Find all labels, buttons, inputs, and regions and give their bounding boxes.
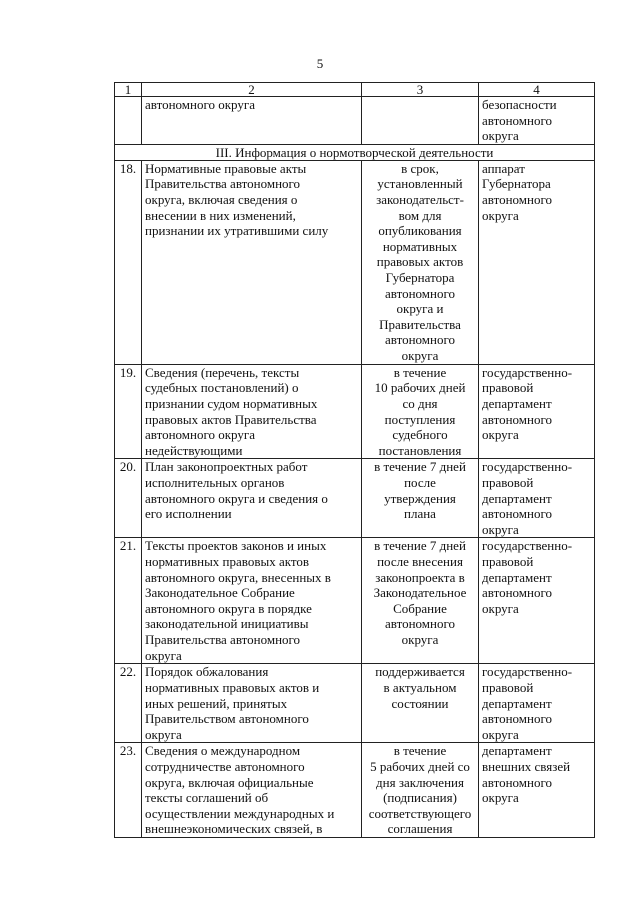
table-row [115,459,595,538]
information-table [114,82,595,838]
row-number: 19. [115,364,142,459]
continuation-row [115,97,595,145]
info-term: в течение 7 дней после утверждения плана [362,459,479,538]
row-number: 20. [115,459,142,538]
info-term [362,97,479,145]
info-name: Порядок обжалования нормативных правовых актов и иных решений, принятых Правительством автономного округа [142,664,362,743]
info-name: Нормативные правовые акты Правительства автономного округа, включая сведения о внесении в них изменений, признании их утратившими силу [142,160,362,364]
row-number: 23. [115,743,142,838]
info-name: Сведения о международном сотрудничестве автономного округа, включая официальные тексты соглашений об осуществлении международных и внешнеэкономических связей, в [142,743,362,838]
info-term: в течение 5 рабочих дней со дня заключения (подписания) соответствующего соглашения [362,743,479,838]
row-number: 21. [115,538,142,664]
header-col-1: 1 [115,83,142,97]
info-responsible: департамент внешних связей автономного округа [479,743,595,838]
section-row [115,144,595,160]
page-number: 5 [316,56,324,71]
info-responsible: аппарат Губернатора автономного округа [479,160,595,364]
info-name: План законопроектных работ исполнительных органов автономного округа и сведения о его исполнении [142,459,362,538]
info-responsible: государственно- правовой департамент автономного округа [479,538,595,664]
info-name: Тексты проектов законов и иных нормативных правовых актов автономного округа, внесенных в Законодательное Собрание автономного округа в порядке законодательной инициативы Правительства автономного округа [142,538,362,664]
header-row [115,83,595,97]
table-row [115,538,595,664]
info-responsible: государственно- правовой департамент автономного округа [479,364,595,459]
row-number: 22. [115,664,142,743]
row-number [115,97,142,145]
section-title: III. Информация о нормотворческой деятельности [115,144,595,160]
header-col-2: 2 [142,83,362,97]
info-responsible: государственно- правовой департамент автономного округа [479,459,595,538]
info-responsible: государственно- правовой департамент автономного округа [479,664,595,743]
table-row [115,160,595,364]
info-term: в течение 10 рабочих дней со дня поступления судебного постановления [362,364,479,459]
info-term: в срок, установленный законодательст- вом для опубликования нормативных правовых актов Губернатора автономного округа и Правительства автономного округа [362,160,479,364]
row-number: 18. [115,160,142,364]
table-row [115,664,595,743]
header-col-4: 4 [479,83,595,97]
info-responsible: безопасности автономного округа [479,97,595,145]
header-col-3: 3 [362,83,479,97]
info-term: в течение 7 дней после внесения законопроекта в Законодательное Собрание автономного округа [362,538,479,664]
info-term: поддерживается в актуальном состоянии [362,664,479,743]
info-name: Сведения (перечень, тексты судебных постановлений) о признании судом нормативных правовых актов Правительства автономного округа недействующими [142,364,362,459]
info-name: автономного округа [142,97,362,145]
table-row [115,364,595,459]
table-row [115,743,595,838]
